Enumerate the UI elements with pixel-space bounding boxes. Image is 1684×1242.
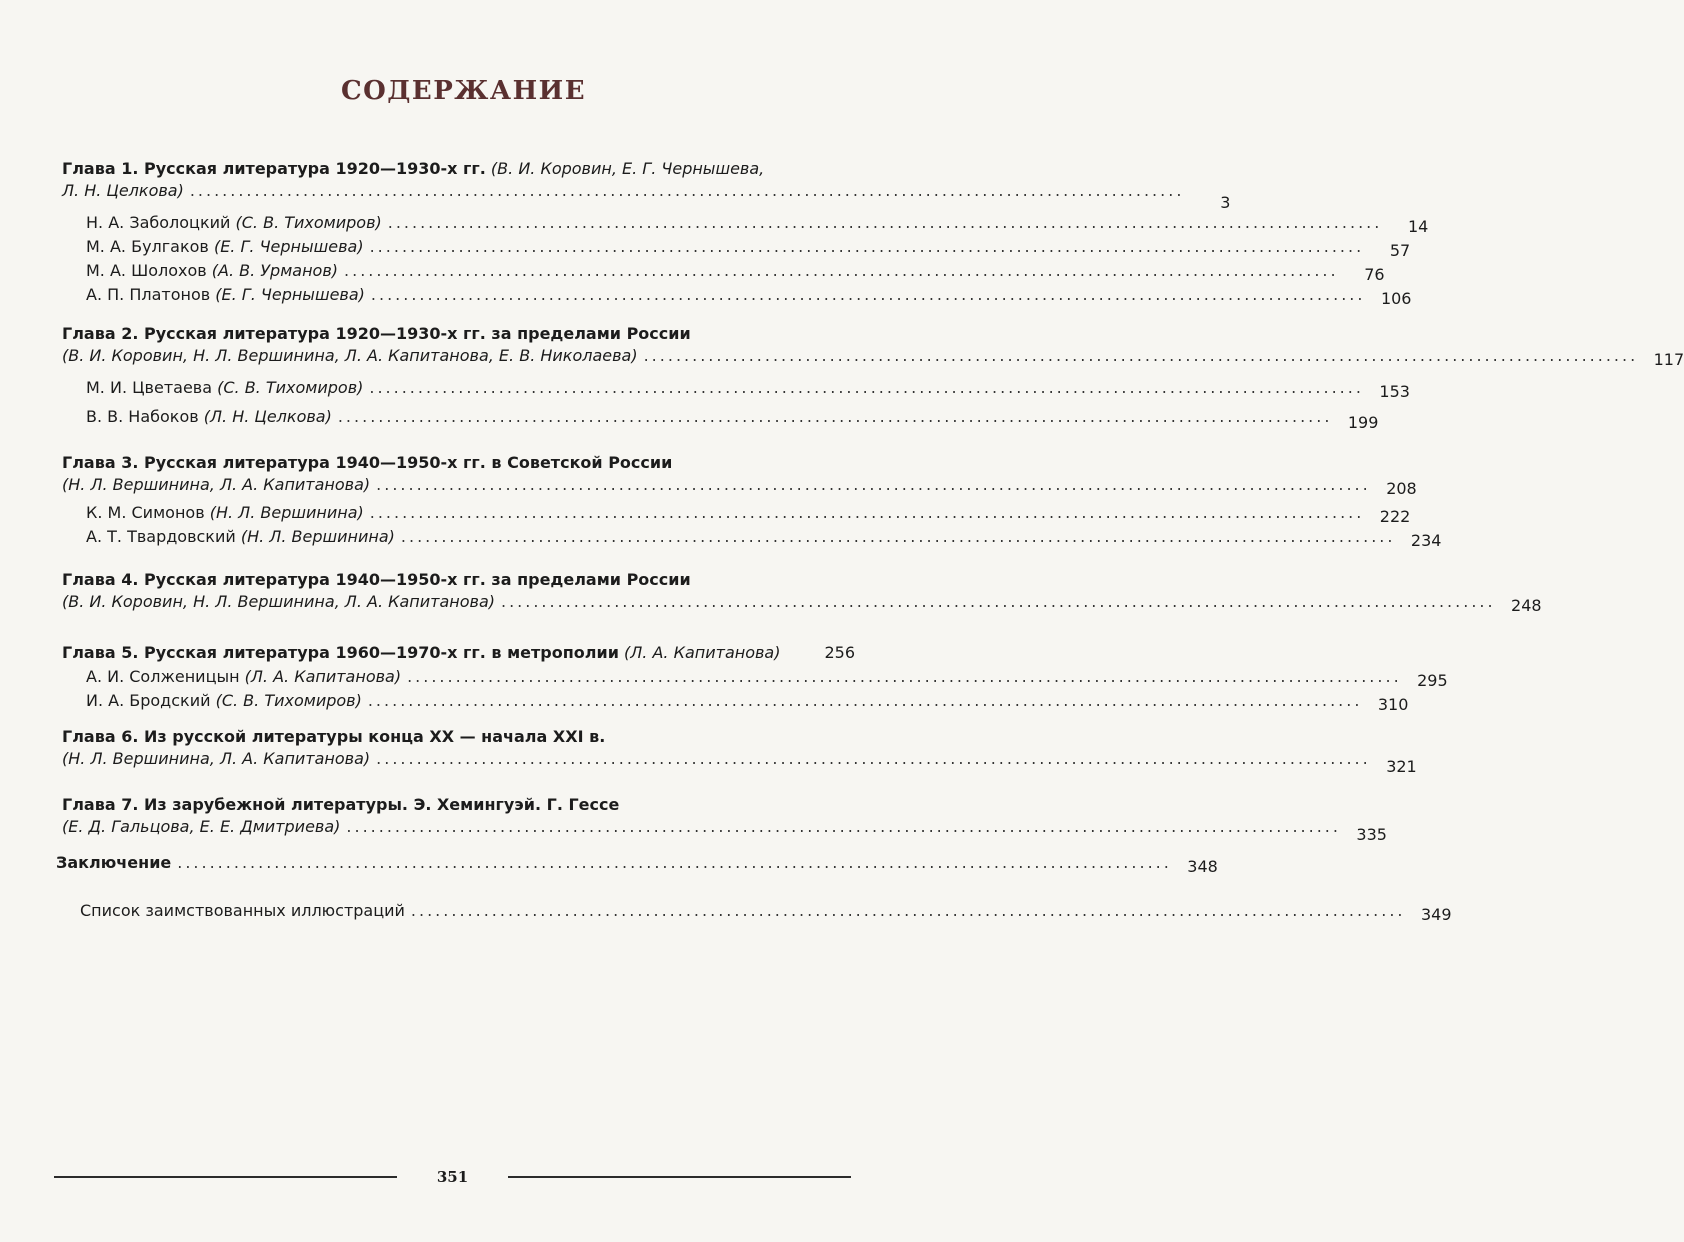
writer-name: К. М. Симонов bbox=[86, 503, 205, 522]
chapter-title: Глава 3. Русская литература 1940—1950-х гг. в Советской России bbox=[62, 453, 673, 472]
page-number: 335 bbox=[1356, 825, 1387, 844]
footer-rule-left bbox=[54, 1176, 397, 1178]
toc-entry-sholokhov bbox=[86, 260, 1385, 284]
leader-dots: ........................................................................................................................... bbox=[400, 527, 1396, 546]
chapter-title: Глава 1. Русская литература 1920—1930-х гг. bbox=[62, 159, 486, 178]
page-number: 295 bbox=[1417, 671, 1448, 690]
toc-chapter-1 bbox=[62, 158, 1231, 212]
leader-dots: ........................................................................................................................... bbox=[337, 407, 1333, 426]
section-authors: (С. В. Тихомиров) bbox=[235, 213, 382, 232]
toc-chapter-5 bbox=[62, 642, 855, 664]
writer-name: М. И. Цветаева bbox=[86, 378, 213, 397]
toc-chapter-6 bbox=[62, 726, 1417, 776]
toc-chapter-3 bbox=[62, 452, 1417, 498]
page-number: 76 bbox=[1364, 265, 1385, 284]
toc-entry-simonov bbox=[86, 502, 1411, 526]
toc-entry-tsvetaeva bbox=[86, 377, 1410, 401]
chapter-authors: (Н. Л. Вершинина, Л. А. Капитанова) bbox=[62, 475, 371, 494]
leader-dots: ........................................................................................................................... bbox=[367, 691, 1363, 710]
leader-dots: ........................................................................................................................... bbox=[189, 181, 1185, 200]
leader-dots: ........................................................................................................................... bbox=[369, 378, 1364, 397]
chapter-title: Глава 2. Русская литература 1920—1930-х гг. за пределами России bbox=[62, 324, 691, 343]
footer-rule-right bbox=[508, 1176, 851, 1178]
page-number: 57 bbox=[1389, 241, 1411, 260]
chapter-title: Глава 6. Из русской литературы конца XX — начала XXI в. bbox=[62, 727, 606, 746]
page-number: 349 bbox=[1420, 905, 1452, 924]
illustrations-title: Список заимствованных иллюстраций bbox=[80, 901, 405, 920]
toc-chapter-4 bbox=[62, 569, 1542, 615]
toc-illustrations bbox=[80, 900, 1452, 924]
toc-entry-nabokov bbox=[86, 406, 1379, 432]
page-number: 14 bbox=[1407, 217, 1429, 236]
leader-dots: ........................................................................................................................... bbox=[387, 213, 1383, 232]
page-number: 199 bbox=[1347, 413, 1379, 432]
page-title: СОДЕРЖАНИЕ bbox=[340, 76, 587, 106]
page-number: 153 bbox=[1379, 382, 1410, 401]
toc-entry-solzhenitsyn bbox=[86, 666, 1448, 690]
writer-name: М. А. Шолохов bbox=[86, 261, 207, 280]
page-number: 248 bbox=[1511, 596, 1542, 615]
writer-name: А. И. Солженицын bbox=[86, 667, 240, 686]
section-authors: (С. В. Тихомиров) bbox=[215, 691, 362, 710]
chapter-authors-cont: Л. Н. Целкова) bbox=[62, 181, 184, 200]
chapter-authors: (Л. А. Капитанова) bbox=[624, 643, 781, 662]
leader-dots: ........................................................................................................................... bbox=[501, 592, 1496, 611]
page-number: 117 bbox=[1653, 350, 1684, 369]
page-number: 234 bbox=[1410, 531, 1442, 550]
leader-dots: ........................................................................................................................... bbox=[376, 475, 1371, 494]
section-authors: (Е. Г. Чернышева) bbox=[215, 285, 365, 304]
conclusion-title: Заключение bbox=[56, 853, 172, 872]
chapter-authors: (Е. Д. Гальцова, Е. Е. Дмитриева) bbox=[62, 817, 341, 836]
chapter-authors: (В. И. Коровин, Н. Л. Вершинина, Л. А. Капитанова, Е. В. Николаева) bbox=[62, 346, 638, 365]
chapter-authors: (Н. Л. Вершинина, Л. А. Капитанова) bbox=[62, 749, 371, 768]
chapter-authors: (В. И. Коровин, Е. Г. Чернышева, bbox=[490, 159, 765, 178]
leader-dots: ........................................................................................................................... bbox=[369, 237, 1365, 256]
leader-dots: ........................................................................................................................... bbox=[177, 853, 1172, 872]
leader-dots: ........................................................................................................................... bbox=[370, 285, 1366, 304]
writer-name: А. П. Платонов bbox=[86, 285, 211, 304]
toc-entry-zabolotsky bbox=[86, 212, 1429, 236]
page-number: 310 bbox=[1377, 695, 1409, 714]
toc-entry-bulgakov bbox=[86, 236, 1411, 260]
toc-chapter-7 bbox=[62, 794, 1387, 844]
leader-dots: ........................................................................................................................... bbox=[643, 346, 1639, 365]
leader-dots: ........................................................................................................................... bbox=[369, 503, 1365, 522]
page-number: 348 bbox=[1187, 857, 1218, 876]
section-authors: (А. В. Урманов) bbox=[211, 261, 339, 280]
section-authors: (Л. А. Капитанова) bbox=[244, 667, 402, 686]
chapter-authors: (В. И. Коровин, Н. Л. Вершинина, Л. А. Капитанова) bbox=[62, 592, 495, 611]
page-number: 321 bbox=[1386, 757, 1417, 776]
leader-dots: ........................................................................................................................... bbox=[344, 261, 1339, 280]
section-authors: (Л. Н. Целкова) bbox=[203, 407, 332, 426]
section-authors: (Е. Г. Чернышева) bbox=[213, 237, 364, 256]
footer-page-number: 351 bbox=[436, 1168, 469, 1186]
page-number: 208 bbox=[1386, 479, 1417, 498]
leader-dots: ........................................................................................................................... bbox=[410, 901, 1406, 920]
page-footer bbox=[54, 1168, 851, 1186]
toc-entry-platonov bbox=[86, 284, 1412, 308]
leader-dots: ........................................................................................................................... bbox=[407, 667, 1402, 686]
page-number: 3 bbox=[1220, 193, 1231, 212]
section-authors: (Н. Л. Вершинина) bbox=[240, 527, 395, 546]
toc-conclusion bbox=[56, 852, 1218, 876]
section-authors: (Н. Л. Вершинина) bbox=[209, 503, 364, 522]
leader-dots: ........................................................................................................................... bbox=[376, 749, 1371, 768]
writer-name: М. А. Булгаков bbox=[86, 237, 209, 256]
writer-name: В. В. Набоков bbox=[86, 407, 199, 426]
writer-name: И. А. Бродский bbox=[86, 691, 211, 710]
writer-name: Н. А. Заболоцкий bbox=[86, 213, 231, 232]
toc-entry-brodsky bbox=[86, 690, 1409, 714]
chapter-title: Глава 4. Русская литература 1940—1950-х гг. за пределами России bbox=[62, 570, 691, 589]
chapter-title: Глава 7. Из зарубежной литературы. Э. Хемингуэй. Г. Гессе bbox=[62, 795, 620, 814]
section-authors: (С. В. Тихомиров) bbox=[217, 378, 364, 397]
page-number: 256 bbox=[824, 643, 855, 662]
chapter-title: Глава 5. Русская литература 1960—1970-х гг. в метрополии bbox=[62, 643, 619, 662]
leader-dots: ........................................................................................................................... bbox=[346, 817, 1341, 836]
page-number: 106 bbox=[1380, 289, 1412, 308]
writer-name: А. Т. Твардовский bbox=[86, 527, 236, 546]
toc-chapter-2 bbox=[62, 323, 1684, 369]
page-number: 222 bbox=[1379, 507, 1411, 526]
toc-entry-tvardovsky bbox=[86, 526, 1442, 550]
